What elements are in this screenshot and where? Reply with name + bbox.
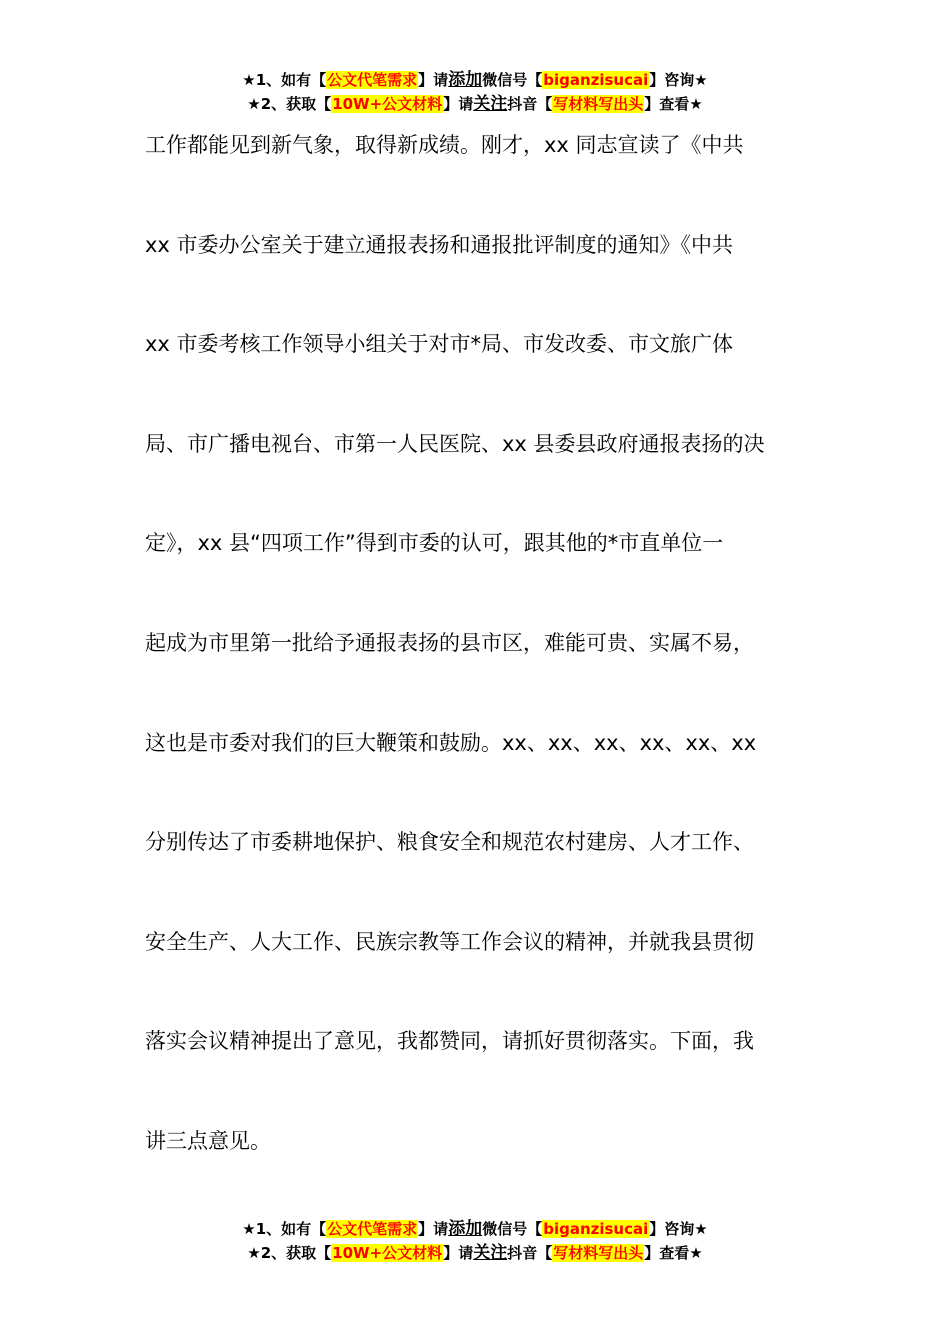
banner-text: 抖音【 [507, 1244, 553, 1262]
banner-text: 】请 [418, 1220, 449, 1238]
banner-text: 】咨询★ [649, 1220, 708, 1238]
banner-highlight: biganzisucai [543, 71, 649, 89]
banner-text: 】请 [443, 1244, 474, 1262]
body-line: xx 市委办公室关于建立通报表扬和通报批评制度的通知》《中共 [145, 232, 734, 257]
banner-highlight: 写材料写出头 [553, 1244, 644, 1262]
body-line: 局、市广播电视台、市第一人民医院、xx 县委县政府通报表扬的决 [145, 431, 765, 456]
banner-text: 】请 [418, 71, 449, 89]
banner-line-1 [0, 1217, 950, 1241]
banner-text: 】请 [443, 95, 474, 113]
body-line: 安全生产、人大工作、民族宗教等工作会议的精神，并就我县贯彻 [145, 929, 754, 954]
banner-highlight: 10W+公文材料 [332, 1244, 443, 1262]
banner-highlight: 公文代笔需求 [327, 1220, 418, 1238]
banner-text: ★2、获取【 [247, 1244, 332, 1262]
banner-emphasis: 关注 [473, 94, 508, 114]
banner-text: ★1、如有【 [242, 71, 327, 89]
document-body [145, 120, 825, 1216]
banner-text: ★1、如有【 [242, 1220, 327, 1238]
footer-banner [0, 1217, 950, 1265]
body-line: 工作都能见到新气象，取得新成绩。刚才，xx 同志宣读了《中共 [145, 133, 744, 157]
banner-highlight: 写材料写出头 [553, 95, 644, 113]
banner-emphasis: 添加 [448, 70, 483, 90]
banner-text: 微信号【 [482, 1220, 543, 1238]
banner-line-2 [0, 1241, 950, 1265]
banner-text: ★2、获取【 [247, 95, 332, 113]
body-line: 分别传达了市委耕地保护、粮食安全和规范农村建房、人才工作、 [145, 830, 754, 855]
body-line: xx 市委考核工作领导小组关于对市*局、市发改委、市文旅广体 [145, 332, 734, 357]
banner-emphasis: 关注 [473, 1243, 508, 1263]
body-line: 起成为市里第一批给予通报表扬的县市区，难能可贵、实属不易， [145, 630, 754, 655]
banner-highlight: biganzisucai [543, 1220, 649, 1238]
banner-text: 】查看★ [644, 1244, 703, 1262]
body-line: 讲三点意见。 [145, 1128, 271, 1153]
banner-highlight: 10W+公文材料 [332, 95, 443, 113]
body-line: 这也是市委对我们的巨大鞭策和鼓励。xx、xx、xx、xx、xx、xx [145, 730, 757, 755]
banner-highlight: 公文代笔需求 [327, 71, 418, 89]
banner-text: 微信号【 [482, 71, 543, 89]
banner-line-2 [0, 92, 950, 116]
header-banner [0, 68, 950, 116]
body-line: 定》，xx 县“四项工作”得到市委的认可，跟其他的*市直单位一 [145, 531, 724, 556]
banner-text: 】咨询★ [649, 71, 708, 89]
banner-text: 抖音【 [507, 95, 553, 113]
banner-text: 】查看★ [644, 95, 703, 113]
body-line: 落实会议精神提出了意见，我都赞同，请抓好贯彻落实。下面，我 [145, 1029, 754, 1054]
banner-emphasis: 添加 [448, 1219, 483, 1239]
banner-line-1 [0, 68, 950, 92]
